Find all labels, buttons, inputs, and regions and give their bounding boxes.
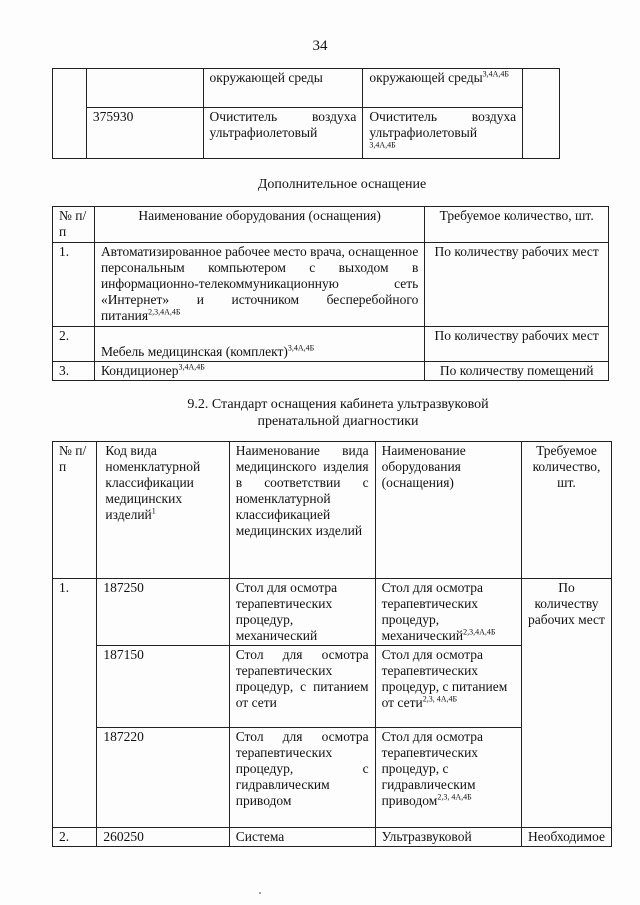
kind-cell: Стол для осмотра терапевтических процедур, с гидравлическим приводом <box>229 728 375 828</box>
equip-cell: Стол для осмотра терапевтических процедур, с гидравлическим приводом$^{2,3, 4А,4Б}$ <box>375 728 521 828</box>
row-num: 1. <box>53 243 95 327</box>
row-num: 2. <box>53 327 95 362</box>
header-name: Наименование оборудования (оснащения) <box>94 207 424 243</box>
header-num: № п/п <box>53 207 95 243</box>
row-name: Мебель медицинская (комплект)$^{3,4А,4Б}$ <box>94 327 424 362</box>
continued-equipment-table <box>52 68 560 159</box>
table-row <box>53 327 609 362</box>
row-qty: По количеству рабочих мест <box>425 243 609 327</box>
code-cell: 260250 <box>97 828 229 847</box>
section-title-additional: Дополнительное оснащение <box>257 177 427 192</box>
row-num: 2. <box>53 828 97 847</box>
code-cell: 187250 <box>97 579 229 646</box>
table-row <box>53 207 609 243</box>
kind-cell: окружающей среды <box>203 69 363 108</box>
row-qty: По количеству помещений <box>425 362 609 381</box>
table-row <box>53 69 560 108</box>
kind-cell: Очиститель воздуха ультрафиолетовый <box>203 108 363 159</box>
code-cell: 187220 <box>97 728 229 828</box>
table-row <box>53 243 609 327</box>
row-qty: По количеству рабочих мест <box>521 579 611 828</box>
row-qty: По количеству рабочих мест <box>425 327 609 362</box>
code-cell: 187150 <box>97 646 229 728</box>
row-name: Автоматизированное рабочее место врача, оснащенное персональным компьютером с выходом в информационно-телекоммуникационную сеть «Интернет» и источником бесперебойного питания$^{2,3,4А,4Б}$ <box>94 243 424 327</box>
equip-cell: Стол для осмотра терапевтических процедур, механический$^{2,3,4А,4Б}$ <box>375 579 521 646</box>
header-qty: Требуемое количество, шт. <box>425 207 609 243</box>
row-num: 3. <box>53 362 95 381</box>
table-row <box>53 362 609 381</box>
header-qty: Требуемое количество, шт. <box>521 442 611 579</box>
kind-cell: Стол для осмотра терапевтических процедур, механический <box>229 579 375 646</box>
equip-cell: окружающей среды$^{3,4А,4Б}$ <box>363 69 523 108</box>
table-row <box>53 828 612 847</box>
code-cell: 375930 <box>86 108 203 159</box>
row-num: 1. <box>53 579 97 828</box>
standard-equipment-table <box>52 441 612 847</box>
header-code: Код вида номенклатурной классификации медицинских изделий$^1$ <box>97 442 229 579</box>
scan-artifact-dot <box>259 892 261 894</box>
header-kind: Наименование вида медицинского изделия в соответствии с номенклатурной классификацией медицинских изделий <box>229 442 375 579</box>
header-equip: Наименование оборудования (оснащения) <box>375 442 521 579</box>
equip-cell: Очиститель воздуха ультрафиолетовый $^{3,4А,4Б}$ <box>363 108 523 159</box>
equip-cell: Стол для осмотра терапевтических процедур, с питанием от сети$^{2,3, 4А,4Б}$ <box>375 646 521 728</box>
kind-cell: Система <box>229 828 375 847</box>
row-qty: Необходимое <box>521 828 611 847</box>
additional-equipment-table <box>52 206 609 381</box>
section-title-9-2: 9.2. Стандарт оснащения кабинета ультразвуковой пренатальной диагностики <box>187 397 489 429</box>
table-row <box>53 108 560 159</box>
page-number: 34 <box>312 38 328 54</box>
header-num: № п/п <box>53 442 97 579</box>
equip-cell: Ультразвуковой <box>375 828 521 847</box>
table-row <box>53 579 612 646</box>
row-name: Кондиционер$^{3,4А,4Б}$ <box>94 362 424 381</box>
kind-cell: Стол для осмотра терапевтических процедур, с питанием от сети <box>229 646 375 728</box>
table-row <box>53 442 612 579</box>
code-cell <box>86 69 203 108</box>
